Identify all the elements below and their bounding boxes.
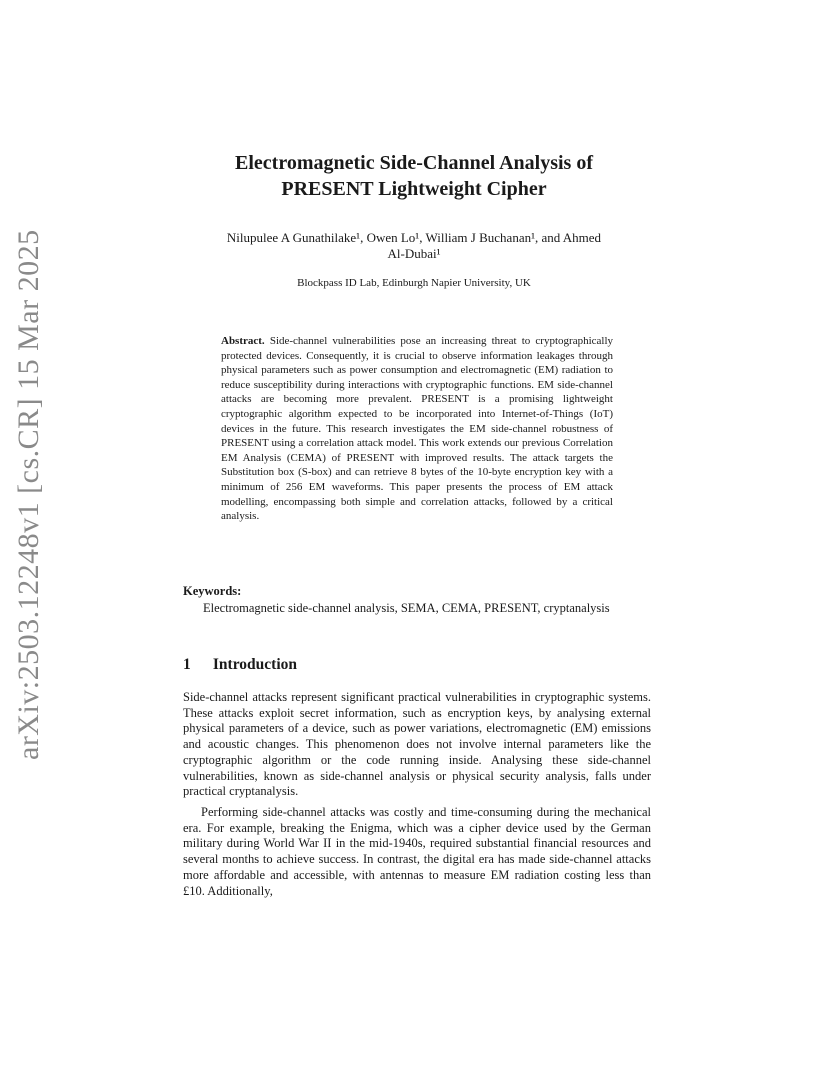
abstract-label: Abstract. [221,335,265,347]
keywords-heading: Keywords: [183,584,242,598]
section-heading-introduction [183,656,297,674]
affiliation: Blockpass ID Lab, Edinburgh Napier University, UK [297,277,531,289]
intro-paragraph-2: Performing side-channel attacks was costly and time-consuming during the mechanical era. For example, breaking the Enigma, which was a cipher device used by the German military during World War II in the mid-1940s, required substantial financial resources and several months to achieve success. In contrast, the digital era has made side-channel attacks more affordable and accessible, with antennas to measure EM radiation costing less than £10. Additionally, [183,805,651,898]
arxiv-identifier: arXiv:2503.12248v1 [cs.CR] 15 Mar 2025 [12,229,45,760]
paper-title [0,150,828,202]
section-number: 1 [183,656,191,673]
authors-line-1: Nilupulee A Gunathilake¹, Owen Lo¹, William J Buchanan¹, and Ahmed [226,230,602,245]
keywords-list: Electromagnetic side-channel analysis, SEMA, CEMA, PRESENT, cryptanalysis [203,601,610,615]
title-line-2: PRESENT Lightweight Cipher [281,178,547,200]
abstract-text: Side-channel vulnerabilities pose an increasing threat to cryptographically protected devices. Consequently, it is crucial to observe information leakages through physical parameters such as power consumption and electromagnetic (EM) radiation to reduce susceptibility during interactions with cryptographic functions. EM side-channel attacks are becoming more prevalent. PRESENT is a promising lightweight cryptographic algorithm expected to be incorporated into Internet-of-Things (IoT) devices in the future. This research investigates the EM side-channel robustness of PRESENT using a correlation attack model. This work extends our previous Correlation EM Analysis (CEMA) of PRESENT with improved results. The attack targets the Substitution box (S-box) and can retrieve 8 bytes of the 10-byte encryption key with a minimum of 256 EM waveforms. This paper presents the process of EM attack modelling, encompassing both simple and correlation attacks, followed by a critical analysis. [221,335,614,523]
author-list [0,230,828,262]
intro-paragraph-1: Side-channel attacks represent significant practical vulnerabilities in cryptographic systems. These attacks exploit secret information, such as encryption keys, by analysing external physical parameters of a device, such as power variations, electromagnetic (EM) emissions and acoustic changes. This phenomenon does not involve internal parameters like the cryptographic algorithm or the code running inside. Analysing these side-channel vulnerabilities, known as side-channel analysis or physical security analysis, falls under practical cryptanalysis. [183,690,651,799]
section-title: Introduction [212,656,297,673]
title-line-1: Electromagnetic Side-Channel Analysis of [235,152,593,174]
authors-line-2: Al-Dubai¹ [387,246,441,261]
abstract [221,334,613,524]
